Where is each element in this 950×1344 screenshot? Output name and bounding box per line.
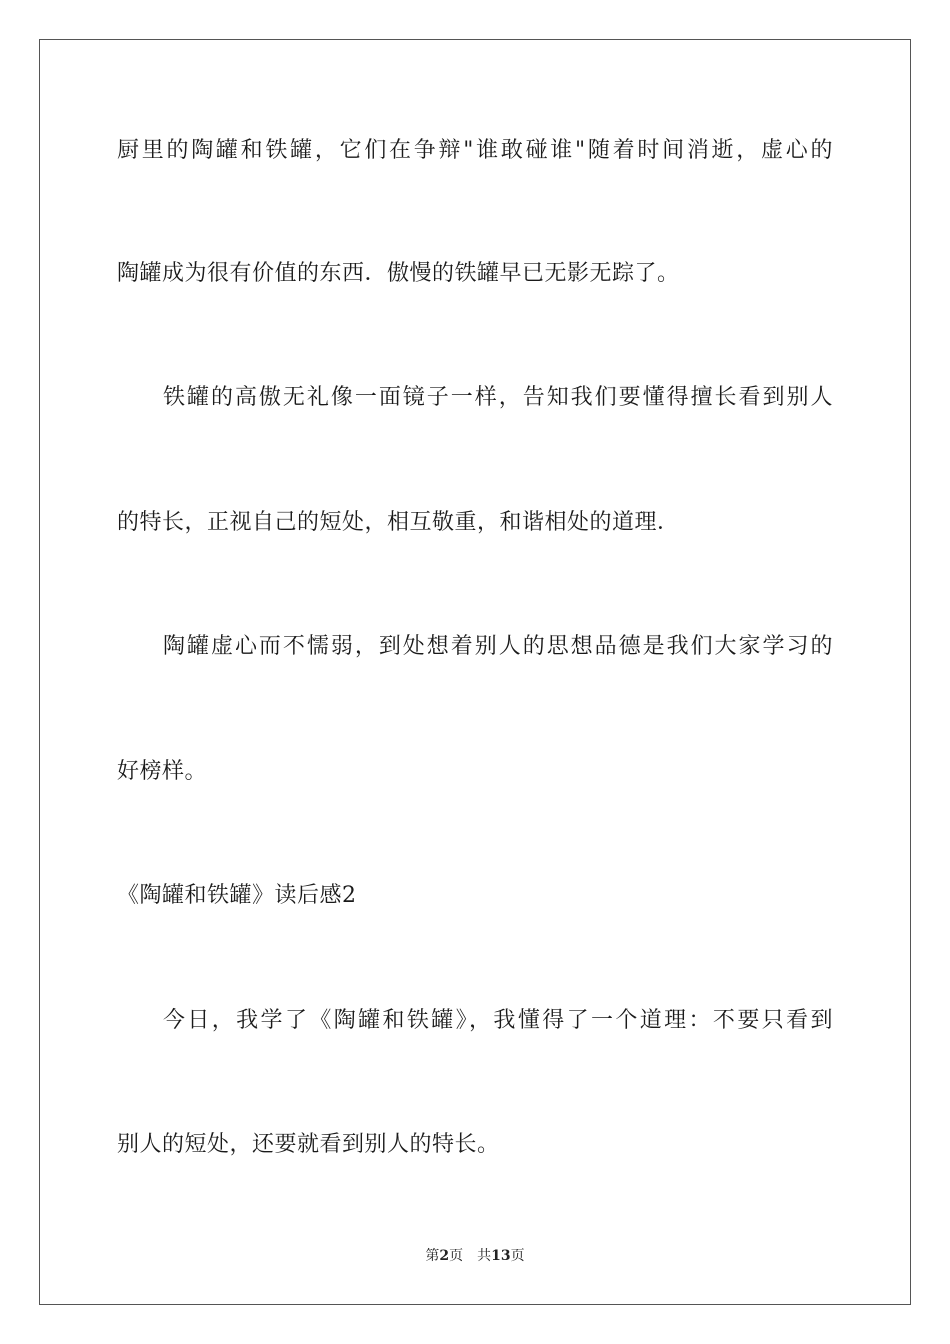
section-heading: 《陶罐和铁罐》读后感2 <box>117 883 357 908</box>
body-line-3: 铁罐的高傲无礼像一面镜子一样，告知我们要懂得擅长看到别人 <box>163 385 833 410</box>
body-line-6: 好榜样。 <box>117 759 208 784</box>
body-line-4: 的特长，正视自己的短处，相互敬重，和谐相处的道理． <box>117 510 680 535</box>
page-border <box>39 39 911 1305</box>
total-prefix: 共 <box>477 1248 492 1264</box>
page-suffix: 页 <box>449 1248 464 1264</box>
body-line-5: 陶罐虚心而不懦弱，到处想着别人的思想品德是我们大家学习的 <box>163 634 833 659</box>
body-line-8: 别人的短处，还要就看到别人的特长。 <box>117 1132 500 1157</box>
page-current: 2 <box>439 1248 450 1264</box>
page-total: 13 <box>491 1248 511 1264</box>
page-footer <box>0 1247 950 1265</box>
body-line-1: 厨里的陶罐和铁罐，它们在争辩"谁敢碰谁"随着时间消逝，虚心的 <box>117 138 833 163</box>
total-suffix: 页 <box>510 1248 525 1264</box>
body-line-7: 今日，我学了《陶罐和铁罐》，我懂得了一个道理：不要只看到 <box>163 1008 833 1033</box>
body-line-2: 陶罐成为很有价值的东西．傲慢的铁罐早已无影无踪了。 <box>117 261 680 286</box>
page-prefix: 第 <box>425 1248 440 1264</box>
